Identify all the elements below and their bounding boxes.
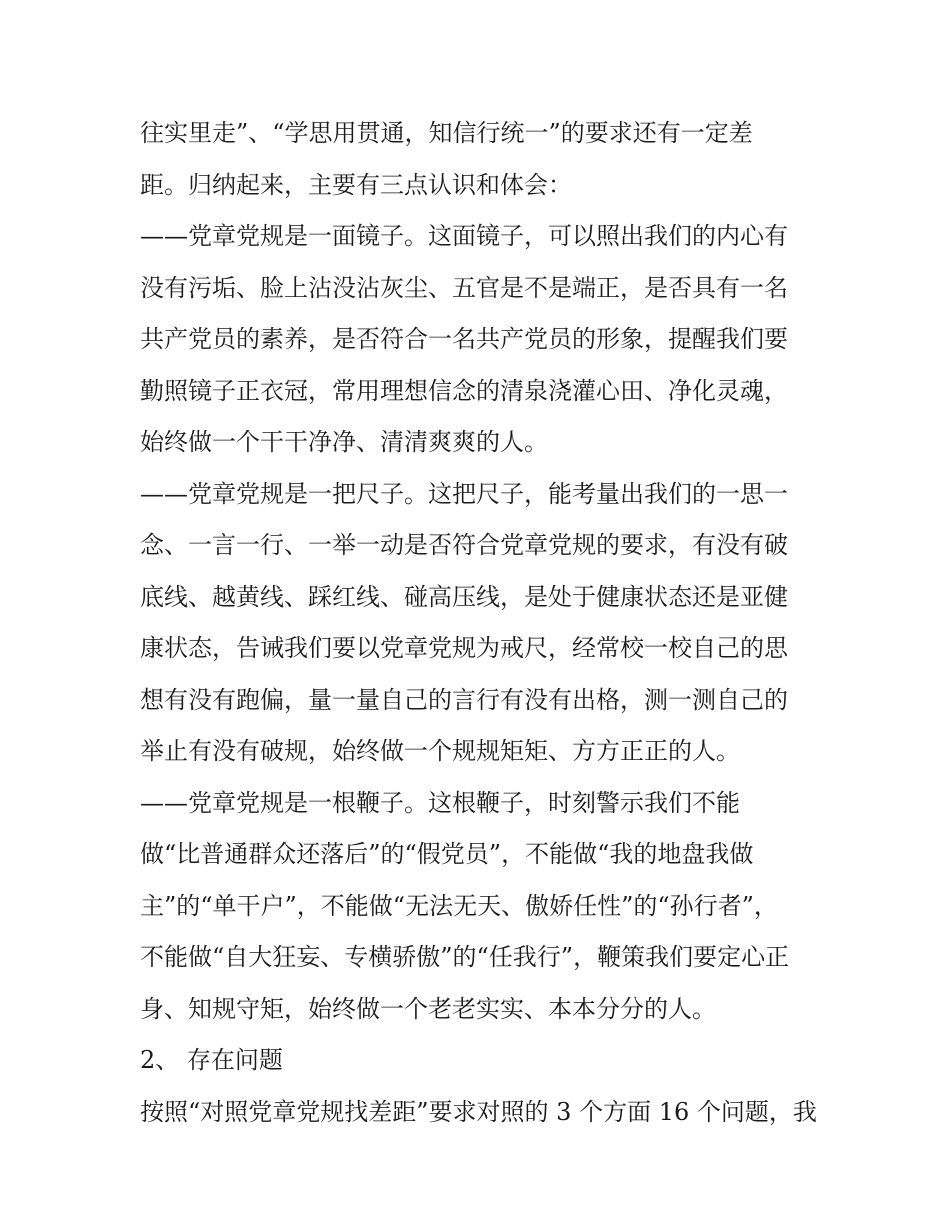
text-line: 底线、越黄线、踩红线、碰高压线，是处于健康状态还是亚健 bbox=[140, 582, 788, 611]
text-line: 念、一言一行、一举一动是否符合党章党规的要求，有没有破 bbox=[140, 531, 788, 559]
text-line: 按照“对照党章党规找差距”要求对照的 3 个方面 16 个问题，我 bbox=[140, 1097, 817, 1126]
text-line: 不能做“自大狂妄、专横骄傲”的“任我行”，鞭策我们要定心正 bbox=[140, 943, 790, 971]
text-line: 勤照镜子正衣冠，常用理想信念的清泉浇灌心田、净化灵魂， bbox=[140, 376, 788, 405]
text-line: ——党章党规是一把尺子。这把尺子，能考量出我们的一思一 bbox=[140, 479, 788, 508]
section-heading: 2、 存在问题 bbox=[140, 1046, 283, 1074]
text-line: 始终做一个干干净净、清清爽爽的人。 bbox=[140, 428, 548, 456]
text-line: ——党章党规是一根鞭子。这根鞭子，时刻警示我们不能 bbox=[140, 788, 740, 817]
text-line: 距。归纳起来，主要有三点认识和体会： bbox=[140, 170, 572, 199]
text-line: 共产党员的素养，是否符合一名共产党员的形象，提醒我们要 bbox=[140, 325, 788, 353]
text-line: 做“比普通群众还落后”的“假党员”，不能做“我的地盘我做 bbox=[140, 840, 754, 868]
text-line: 往实里走”、“学思用贯通，知信行统一”的要求还有一定差 bbox=[140, 119, 753, 147]
text-line: 没有污垢、脸上沾没沾灰尘、五官是不是端正，是否具有一名 bbox=[140, 273, 788, 302]
text-line: 想有没有跑偏，量一量自己的言行有没有出格，测一测自己的 bbox=[140, 685, 788, 714]
document-body bbox=[140, 108, 820, 1138]
text-line: 举止有没有破规，始终做一个规规矩矩、方方正正的人。 bbox=[140, 737, 740, 765]
text-line: 康状态，告诫我们要以党章党规为戒尺，经常校一校自己的思 bbox=[140, 634, 788, 662]
text-line: ——党章党规是一面镜子。这面镜子，可以照出我们的内心有 bbox=[140, 222, 788, 250]
text-line: 身、知规守矩，始终做一个老老实实、本本分分的人。 bbox=[140, 994, 716, 1023]
text-line: 主”的“单干户”，不能做“无法无天、傲娇任性”的“孙行者”， bbox=[140, 891, 778, 920]
